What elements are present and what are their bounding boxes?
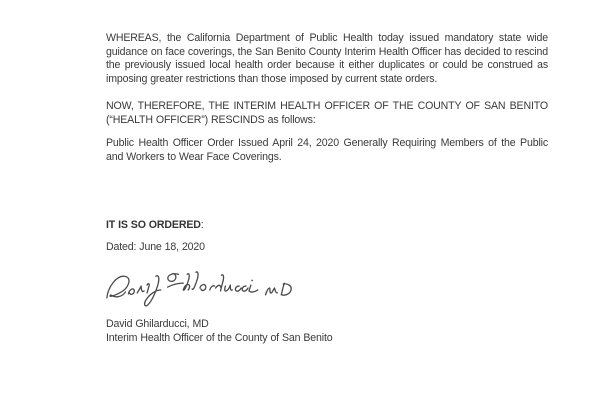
signatory-block	[106, 318, 548, 345]
signature-image	[101, 267, 293, 311]
signature-stroke-david	[107, 276, 161, 306]
paragraph-whereas: WHEREAS, the California Department of Public Health today issued mandatory state wide guidance on face coverings, the San Benito County Interim Health Officer has decided to rescind the previously issued local health order because it either duplicates or could be construed as imposing greater restrictions than those imposed by current state orders.	[106, 32, 548, 85]
signature-stroke-ghilarducci	[168, 272, 258, 292]
signatory-name: David Ghilarducci, MD	[106, 318, 209, 330]
dated-line: Dated: June 18, 2020	[106, 241, 205, 253]
paragraph-rescinded-order: Public Health Officer Order Issued April 24, 2020 Generally Requiring Members of the Public and Workers to Wear Face Coverings.	[106, 137, 548, 163]
ordered-line	[106, 219, 548, 233]
signature-stroke-md	[266, 283, 292, 295]
ordered-colon: :	[200, 219, 204, 231]
signature-svg	[101, 267, 293, 311]
ordered-label: IT IS SO ORDERED	[106, 219, 201, 231]
paragraph-now-therefore: NOW, THEREFORE, THE INTERIM HEALTH OFFICER OF THE COUNTY OF SAN BENITO (“HEALTH OFFICER”) RESCINDS as follows:	[106, 100, 548, 126]
signatory-title: Interim Health Officer of the County of San Benito	[106, 331, 333, 344]
